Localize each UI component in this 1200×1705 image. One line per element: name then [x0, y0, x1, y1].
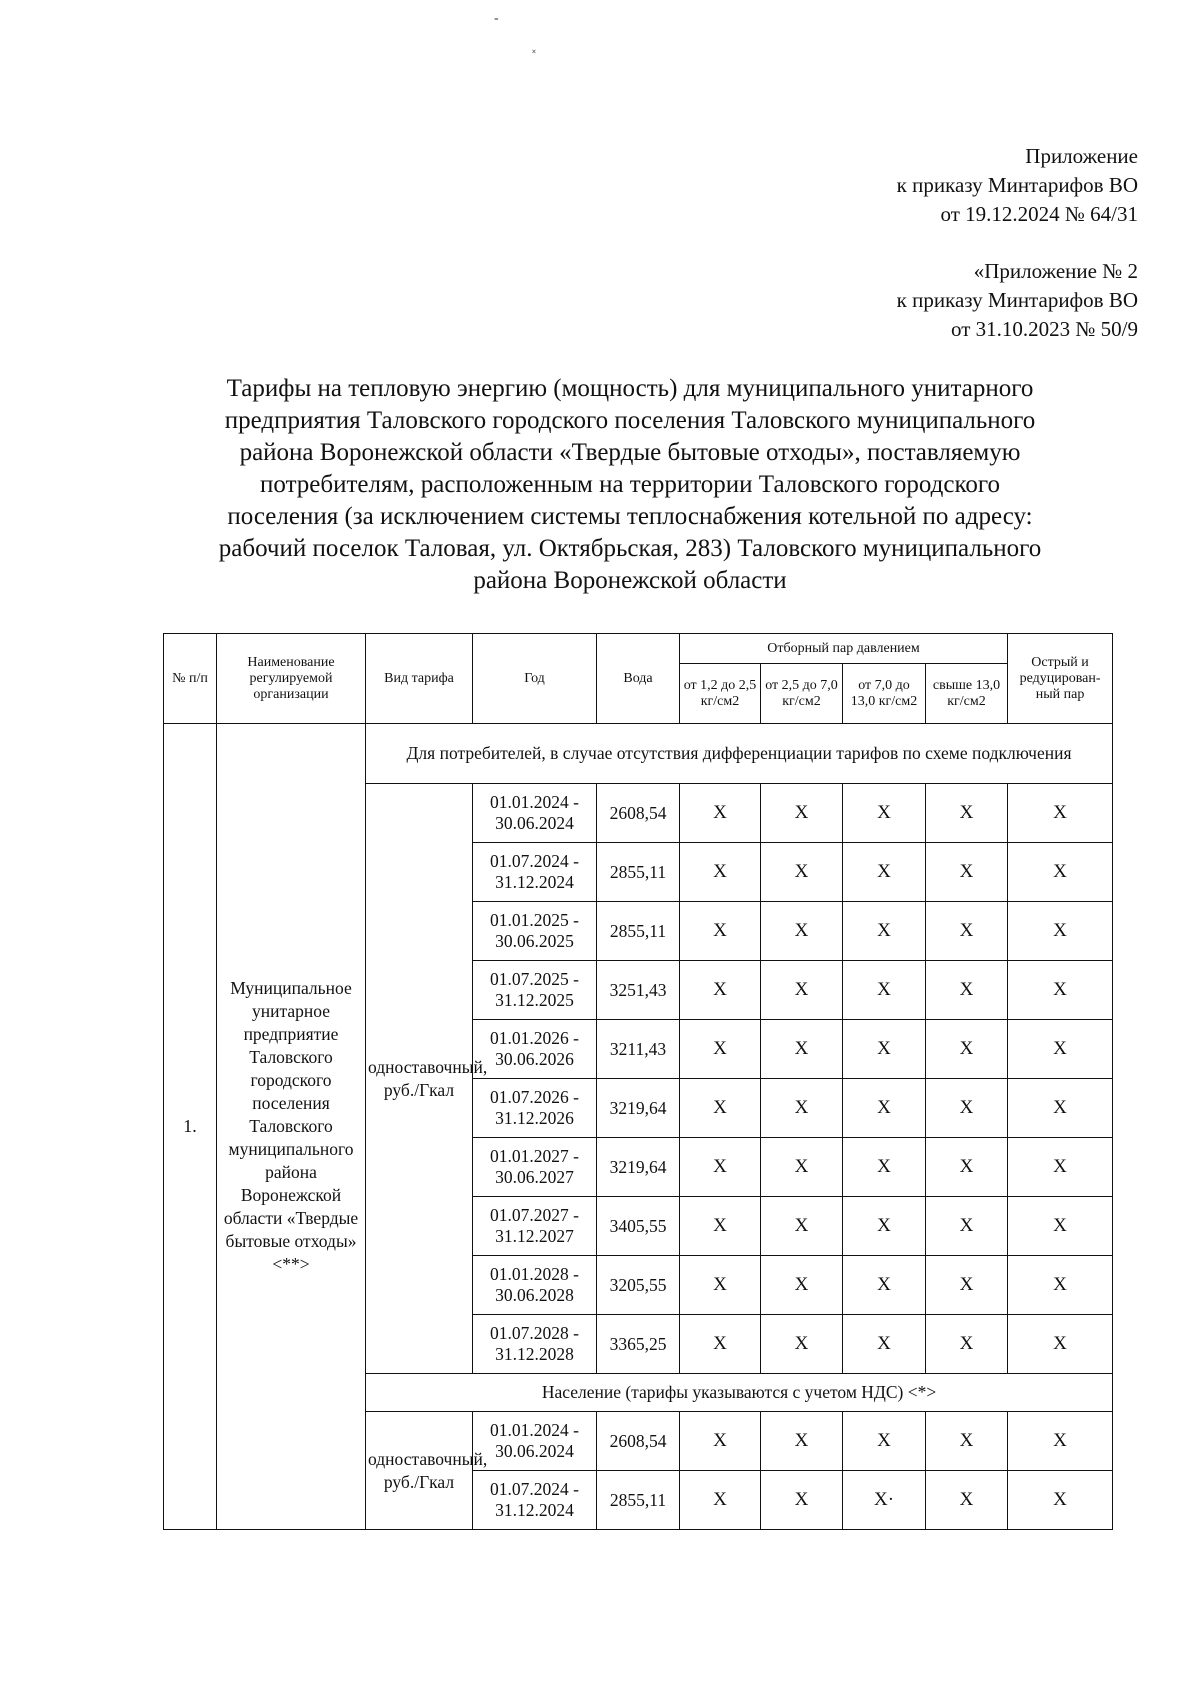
sharp-steam-mark: X	[1008, 1256, 1113, 1315]
tariff-type: одноставочный, руб./Гкал	[366, 1412, 473, 1530]
steam-4-mark: X	[926, 961, 1008, 1020]
sharp-steam-mark: X	[1008, 1471, 1113, 1530]
document-title-line: района Воронежской области	[473, 567, 787, 594]
document-title-line: поселения (за исключением системы теплоснабжения котельной по адресу:	[227, 503, 1033, 530]
organization-name: Муниципальное унитарное предприятие Таловского городского поселения Таловского муниципального района Воронежской области «Твердые бытовые отходы» <**>	[217, 724, 366, 1530]
appendix-header-line: к приказу Минтарифов ВО	[896, 173, 1138, 197]
steam-1-mark: X	[680, 1315, 761, 1374]
water-value: 2855,11	[597, 843, 680, 902]
appendix-subheader-line: от 31.10.2023 № 50/9	[950, 317, 1138, 341]
steam-1-mark: X	[680, 1412, 761, 1471]
steam-1-mark: X	[680, 1020, 761, 1079]
appendix-subheader-line: «Приложение № 2	[973, 259, 1138, 283]
steam-4-mark: X	[926, 1197, 1008, 1256]
segment-title-row	[164, 724, 1113, 784]
header-steam-7-0-to-13-0: от 7,0 до 13,0 кг/см2	[843, 664, 926, 724]
steam-1-mark: X	[680, 784, 761, 843]
appendix-header-line: от 19.12.2024 № 64/31	[940, 202, 1138, 226]
water-value: 3219,64	[597, 1138, 680, 1197]
sharp-steam-mark: X	[1008, 1138, 1113, 1197]
period-cell: 01.01.2028 - 30.06.2028	[473, 1256, 597, 1315]
period-cell: 01.07.2027 - 31.12.2027	[473, 1197, 597, 1256]
water-value: 3219,64	[597, 1079, 680, 1138]
period-cell: 01.01.2025 - 30.06.2025	[473, 902, 597, 961]
steam-2-mark: X	[761, 1020, 843, 1079]
header-steam-2-5-to-7-0: от 2,5 до 7,0 кг/см2	[761, 664, 843, 724]
document-title-line: предприятия Таловского городского поселения Таловского муниципального	[224, 407, 1036, 434]
water-value: 2608,54	[597, 1412, 680, 1471]
appendix-header	[897, 142, 1138, 229]
period-cell: 01.01.2024 - 30.06.2024	[473, 1412, 597, 1471]
period-cell: 01.07.2025 - 31.12.2025	[473, 961, 597, 1020]
header-organization: Наименование регулируемой организации	[217, 634, 366, 724]
sharp-steam-mark: X	[1008, 784, 1113, 843]
document-title-line: Тарифы на тепловую энергию (мощность) для муниципального унитарного	[226, 375, 1034, 402]
water-value: 2855,11	[597, 1471, 680, 1530]
water-value: 2608,54	[597, 784, 680, 843]
steam-1-mark: X	[680, 1197, 761, 1256]
water-value: 3405,55	[597, 1197, 680, 1256]
sharp-steam-mark: X	[1008, 1412, 1113, 1471]
period-cell: 01.01.2027 - 30.06.2027	[473, 1138, 597, 1197]
steam-1-mark: X	[680, 843, 761, 902]
steam-4-mark: X	[926, 1079, 1008, 1138]
period-cell: 01.07.2024 - 31.12.2024	[473, 843, 597, 902]
steam-4-mark: X	[926, 1471, 1008, 1530]
steam-2-mark: X	[761, 1197, 843, 1256]
document-title-line: района Воронежской области «Твердые бытовые отходы», поставляемую	[239, 439, 1021, 466]
water-value: 3211,43	[597, 1020, 680, 1079]
header-steam-group: Отборный пар давлением	[680, 634, 1008, 664]
sharp-steam-mark: X	[1008, 1020, 1113, 1079]
header-steam-over-13-0: свыше 13,0 кг/см2	[926, 664, 1008, 724]
steam-4-mark: X	[926, 1315, 1008, 1374]
steam-4-mark: X	[926, 1138, 1008, 1197]
sharp-steam-mark: X	[1008, 1197, 1113, 1256]
steam-2-mark: X	[761, 1471, 843, 1530]
steam-3-mark: X	[843, 1020, 926, 1079]
header-number: № п/п	[164, 634, 217, 724]
steam-3-mark: X	[843, 1315, 926, 1374]
steam-3-mark: X	[843, 1138, 926, 1197]
sharp-steam-mark: X	[1008, 961, 1113, 1020]
steam-1-mark: X	[680, 1471, 761, 1530]
steam-3-mark: X	[843, 843, 926, 902]
sharp-steam-mark: X	[1008, 1315, 1113, 1374]
document-title-line: потребителям, расположенным на территории Таловского городского	[260, 471, 1000, 498]
steam-3-mark: X	[843, 1079, 926, 1138]
water-value: 3365,25	[597, 1315, 680, 1374]
appendix-header-line: Приложение	[1025, 144, 1138, 168]
period-cell: 01.07.2024 - 31.12.2024	[473, 1471, 597, 1530]
water-value: 3205,55	[597, 1256, 680, 1315]
period-cell: 01.01.2024 - 30.06.2024	[473, 784, 597, 843]
steam-2-mark: X	[761, 902, 843, 961]
period-cell: 01.01.2026 - 30.06.2026	[473, 1020, 597, 1079]
steam-4-mark: X	[926, 1412, 1008, 1471]
header-sharp-steam: Острый и редуцирован-ный пар	[1008, 634, 1113, 724]
sharp-steam-mark: X	[1008, 1079, 1113, 1138]
steam-3-mark: X·	[843, 1471, 926, 1530]
steam-3-mark: X	[843, 784, 926, 843]
steam-2-mark: X	[761, 961, 843, 1020]
sharp-steam-mark: X	[1008, 843, 1113, 902]
steam-1-mark: X	[680, 961, 761, 1020]
period-cell: 01.07.2028 - 31.12.2028	[473, 1315, 597, 1374]
water-value: 2855,11	[597, 902, 680, 961]
steam-2-mark: X	[761, 843, 843, 902]
scan-speck: ˟	[532, 49, 536, 60]
document-title	[150, 373, 1110, 597]
steam-3-mark: X	[843, 1256, 926, 1315]
steam-4-mark: X	[926, 902, 1008, 961]
header-water: Вода	[597, 634, 680, 724]
steam-4-mark: X	[926, 1256, 1008, 1315]
steam-4-mark: X	[926, 784, 1008, 843]
appendix-subheader-line: к приказу Минтарифов ВО	[896, 288, 1138, 312]
steam-3-mark: X	[843, 1412, 926, 1471]
header-tariff-type: Вид тарифа	[366, 634, 473, 724]
steam-2-mark: X	[761, 1315, 843, 1374]
steam-2-mark: X	[761, 784, 843, 843]
steam-1-mark: X	[680, 1079, 761, 1138]
steam-1-mark: X	[680, 902, 761, 961]
sharp-steam-mark: X	[1008, 902, 1113, 961]
tariff-type: одноставочный, руб./Гкал	[366, 784, 473, 1374]
appendix-subheader	[897, 257, 1138, 344]
steam-2-mark: X	[761, 1079, 843, 1138]
steam-3-mark: X	[843, 961, 926, 1020]
header-steam-1-2-to-2-5: от 1,2 до 2,5 кг/см2	[680, 664, 761, 724]
steam-1-mark: X	[680, 1138, 761, 1197]
steam-3-mark: X	[843, 902, 926, 961]
steam-2-mark: X	[761, 1138, 843, 1197]
period-cell: 01.07.2026 - 31.12.2026	[473, 1079, 597, 1138]
segment-title: Население (тарифы указываются с учетом НДС) <*>	[366, 1374, 1113, 1412]
steam-4-mark: X	[926, 1020, 1008, 1079]
row-number: 1.	[164, 724, 217, 1530]
segment-title: Для потребителей, в случае отсутствия дифференциации тарифов по схеме подключения	[366, 724, 1113, 784]
scan-speck: -	[494, 11, 499, 26]
steam-1-mark: X	[680, 1256, 761, 1315]
steam-2-mark: X	[761, 1412, 843, 1471]
steam-2-mark: X	[761, 1256, 843, 1315]
steam-4-mark: X	[926, 843, 1008, 902]
document-title-line: рабочий поселок Таловая, ул. Октябрьская, 283) Таловского муниципального	[218, 535, 1042, 562]
steam-3-mark: X	[843, 1197, 926, 1256]
tariff-table-body	[164, 724, 1113, 1530]
water-value: 3251,43	[597, 961, 680, 1020]
header-year: Год	[473, 634, 597, 724]
tariff-table	[163, 633, 1113, 1530]
